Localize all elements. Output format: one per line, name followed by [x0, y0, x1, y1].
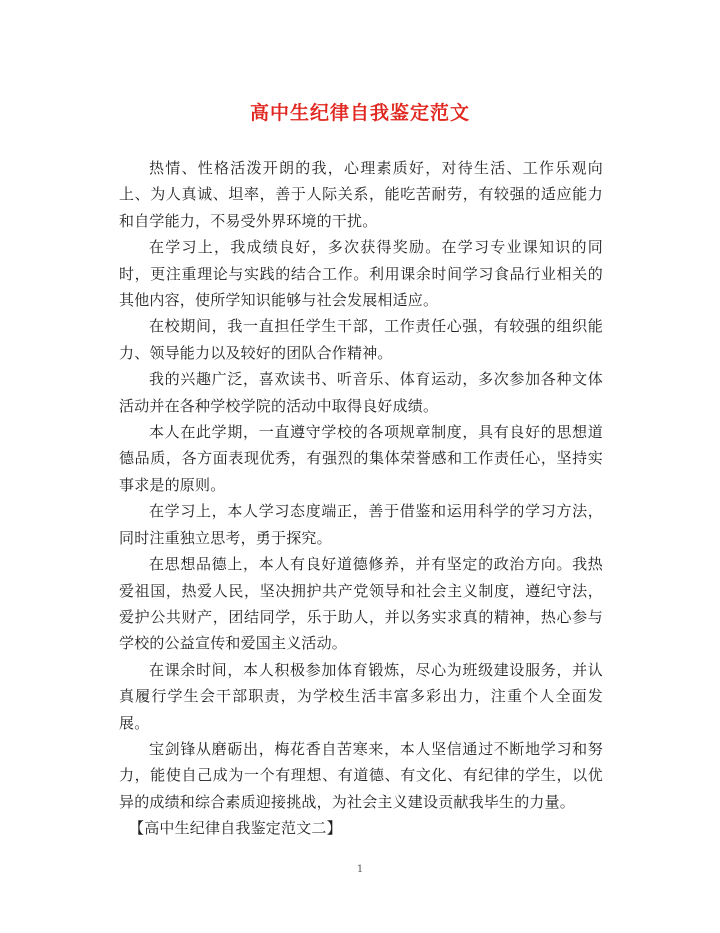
paragraph: 在思想品德上，本人有良好道德修养，并有坚定的政治方向。我热爱祖国，热爱人民，坚决拥护共产党领导和社会主义制度，遵纪守法，爱护公共财产，团结同学，乐于助人，并以务实求真的精神，热心参与学校的公益宣传和爱国主义活动。 — [119, 555, 603, 653]
paragraph: 我的兴趣广泛，喜欢读书、听音乐、体育运动，多次参加各种文体活动并在各种学校学院的活动中取得良好成绩。 — [119, 370, 603, 415]
paragraph: 在学习上，本人学习态度端正，善于借鉴和运用科学的学习方法，同时注重独立思考，勇于探究。 — [119, 502, 603, 547]
paragraph: 热情、性格活泼开朗的我，心理素质好，对待生活、工作乐观向上、为人真诚、坦率，善于人际关系，能吃苦耐劳，有较强的适应能力和自学能力，不易受外界环境的干扰。 — [119, 159, 603, 230]
page-number: 1 — [356, 864, 364, 875]
document-body — [119, 155, 603, 842]
paragraph: 在学习上，我成绩良好，多次获得奖励。在学习专业课知识的同时，更注重理论与实践的结合工作。利用课余时间学习食品行业相关的其他内容，使所学知识能够与社会发展相适应。 — [119, 238, 603, 310]
paragraph: 本人在此学期，一直遵守学校的各项规章制度，具有良好的思想道德品质，各方面表现优秀，有强烈的集体荣誉感和工作责任心，坚持实事求是的原则。 — [119, 423, 603, 494]
paragraph: 在校期间，我一直担任学生干部，工作责任心强，有较强的组织能力、领导能力以及较好的团队合作精神。 — [119, 317, 603, 362]
document-title: 高中生纪律自我鉴定范文 — [249, 102, 470, 124]
paragraph: 宝剑锋从磨砺出，梅花香自苦寒来，本人坚信通过不断地学习和努力，能使自己成为一个有理想、有道德、有文化、有纪律的学生，以优异的成绩和综合素质迎接挑战，为社会主义建设贡献我毕生的力量。 — [119, 739, 603, 811]
section-subheading: 【高中生纪律自我鉴定范文二】 — [129, 819, 342, 838]
paragraph: 在课余时间，本人积极参加体育锻炼，尽心为班级建设服务，并认真履行学生会干部职责，为学校生活丰富多彩出力，注重个人全面发展。 — [119, 660, 603, 732]
